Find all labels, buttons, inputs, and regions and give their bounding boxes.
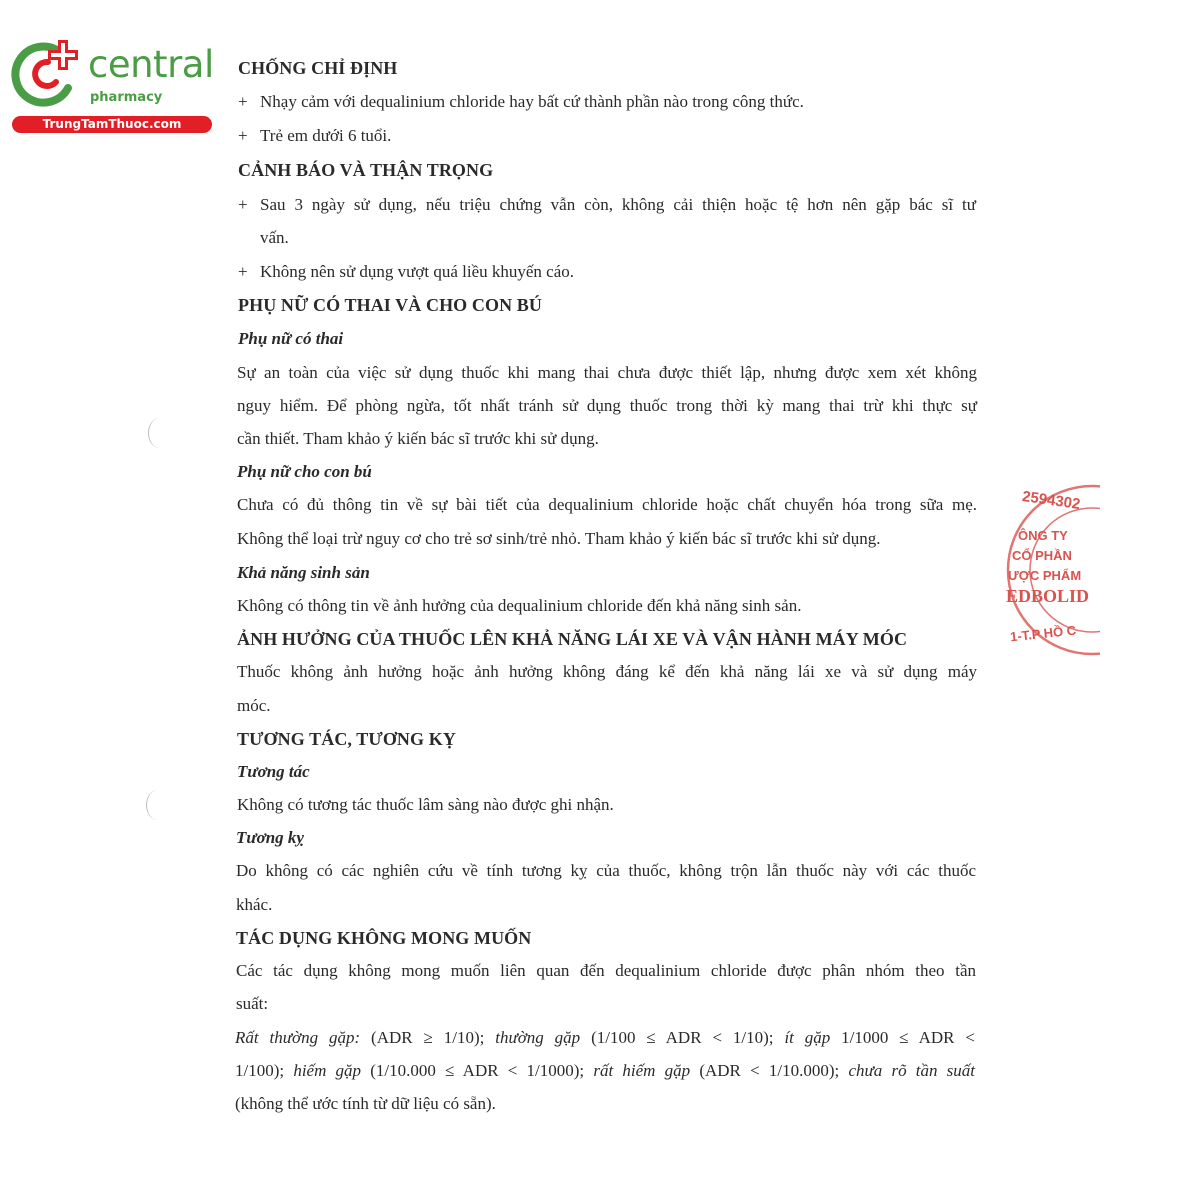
stamp-line: CỔ PHẦN [1012,548,1072,563]
interaction-text: Không có tương tác thuốc lâm sàng nào được ghi nhận. [237,795,614,814]
adverse-text: suất: [236,994,269,1013]
freq-unknown: chưa rõ tần suất [848,1061,976,1080]
freq-value: (ADR < 1/10.000); [690,1061,849,1080]
fertility-text: Không có thông tin về ảnh hưởng của dequalinium chloride đến khả năng sinh sản. [237,596,802,615]
contraindication-item: Nhạy cảm với dequalinium chloride hay bất cứ thành phần nào trong công thức. [260,92,804,111]
stamp-line: EDBOLID [1006,586,1090,606]
central-logo-icon [8,40,88,112]
stamp-line: ƯỢC PHẨM [1008,568,1082,583]
warning-item: Không nên sử dụng vượt quá liều khuyến cáo. [260,262,575,281]
pregnant-text: nguy hiểm. Để phòng ngừa, tốt nhất tránh sử dụng thuốc trong thời kỳ mang thai trừ khi thực sự [237,396,977,415]
adverse-text: (không thể ước tính từ dữ liệu có sẵn). [235,1094,496,1113]
freq-rare: hiếm gặp [293,1061,362,1080]
freq-value: (ADR ≥ 1/10); [360,1028,496,1047]
freq-very-rare: rất hiếm gặp [593,1061,691,1080]
brand-website-badge[interactable]: TrungTamThuoc.com [12,116,212,133]
stamp-line: ÔNG TY [1018,528,1068,543]
brand-name: central [88,43,214,86]
interactions-heading: TƯƠNG TÁC, TƯƠNG KỴ [237,729,456,749]
contraindication-item: Trẻ em dưới 6 tuổi. [260,126,392,145]
freq-value: 1/100); [235,1061,294,1080]
freq-value: (1/100 ≤ ADR < 1/10); [580,1028,785,1047]
bullet-plus: + [238,195,248,214]
punch-hole-bottom [146,790,169,820]
adverse-frequency-line [235,1061,975,1081]
freq-uncommon: ít gặp [784,1028,831,1047]
warnings-heading: CẢNH BÁO VÀ THẬN TRỌNG [238,160,494,180]
freq-very-common: Rất thường gặp: [235,1028,361,1047]
brand-logo [8,40,213,135]
incompatibility-text: Do không có các nghiên cứu về tính tương kỵ của thuốc, không trộn lẫn thuốc này với các thuốc [236,861,976,880]
bullet-plus: + [238,126,248,145]
driving-text: Thuốc không ảnh hưởng hoặc ảnh hưởng không đáng kể đến khả năng lái xe và sử dụng máy [237,662,977,681]
pregnancy-heading: PHỤ NỮ CÓ THAI VÀ CHO CON BÚ [238,295,542,315]
stamp-number: 2594302 [1021,488,1082,513]
freq-value: (1/10.000 ≤ ADR < 1/1000); [361,1061,594,1080]
bullet-plus: + [238,92,248,111]
freq-value: 1/1000 ≤ ADR < [830,1028,975,1047]
company-stamp [1000,478,1100,660]
stamp-line: 1-T.P HỒ C [1009,622,1077,645]
fertility-subheading: Khả năng sinh sản [237,563,370,582]
warning-item-line: vấn. [260,228,289,247]
brand-subtitle: pharmacy [90,90,163,105]
adverse-frequency-line [235,1028,975,1048]
breastfeeding-text: Chưa có đủ thông tin về sự bài tiết của dequalinium chloride hoặc chất chuyển hóa trong sữa mẹ. [237,495,977,514]
breastfeeding-subheading: Phụ nữ cho con bú [237,462,372,481]
driving-text: móc. [237,696,271,715]
adverse-text: Các tác dụng không mong muốn liên quan đến dequalinium chloride được phân nhóm theo tần [236,961,976,980]
adverse-heading: TÁC DỤNG KHÔNG MONG MUỐN [236,928,532,948]
warning-item-line: Sau 3 ngày sử dụng, nếu triệu chứng vẫn còn, không cải thiện hoặc tệ hơn nên gặp bác sĩ tư [260,195,976,214]
incompatibility-text: khác. [236,895,273,914]
bullet-plus: + [238,262,248,281]
interaction-subheading: Tương tác [237,762,310,781]
breastfeeding-text: Không thể loại trừ nguy cơ cho trẻ sơ sinh/trẻ nhỏ. Tham khảo ý kiến bác sĩ trước khi sử dụng. [237,529,881,548]
punch-hole-top [148,418,171,448]
incompatibility-subheading: Tương kỵ [236,828,304,847]
contraindications-heading: CHỐNG CHỈ ĐỊNH [238,58,398,78]
driving-heading: ẢNH HƯỞNG CỦA THUỐC LÊN KHẢ NĂNG LÁI XE VÀ VẬN HÀNH MÁY MÓC [237,629,908,649]
pregnant-text: Sự an toàn của việc sử dụng thuốc khi mang thai chưa được thiết lập, nhưng được xem xét không [237,363,977,382]
pregnant-text: cần thiết. Tham khảo ý kiến bác sĩ trước khi sử dụng. [237,429,599,448]
freq-common: thường gặp [495,1028,581,1047]
pregnant-subheading: Phụ nữ có thai [238,329,344,348]
